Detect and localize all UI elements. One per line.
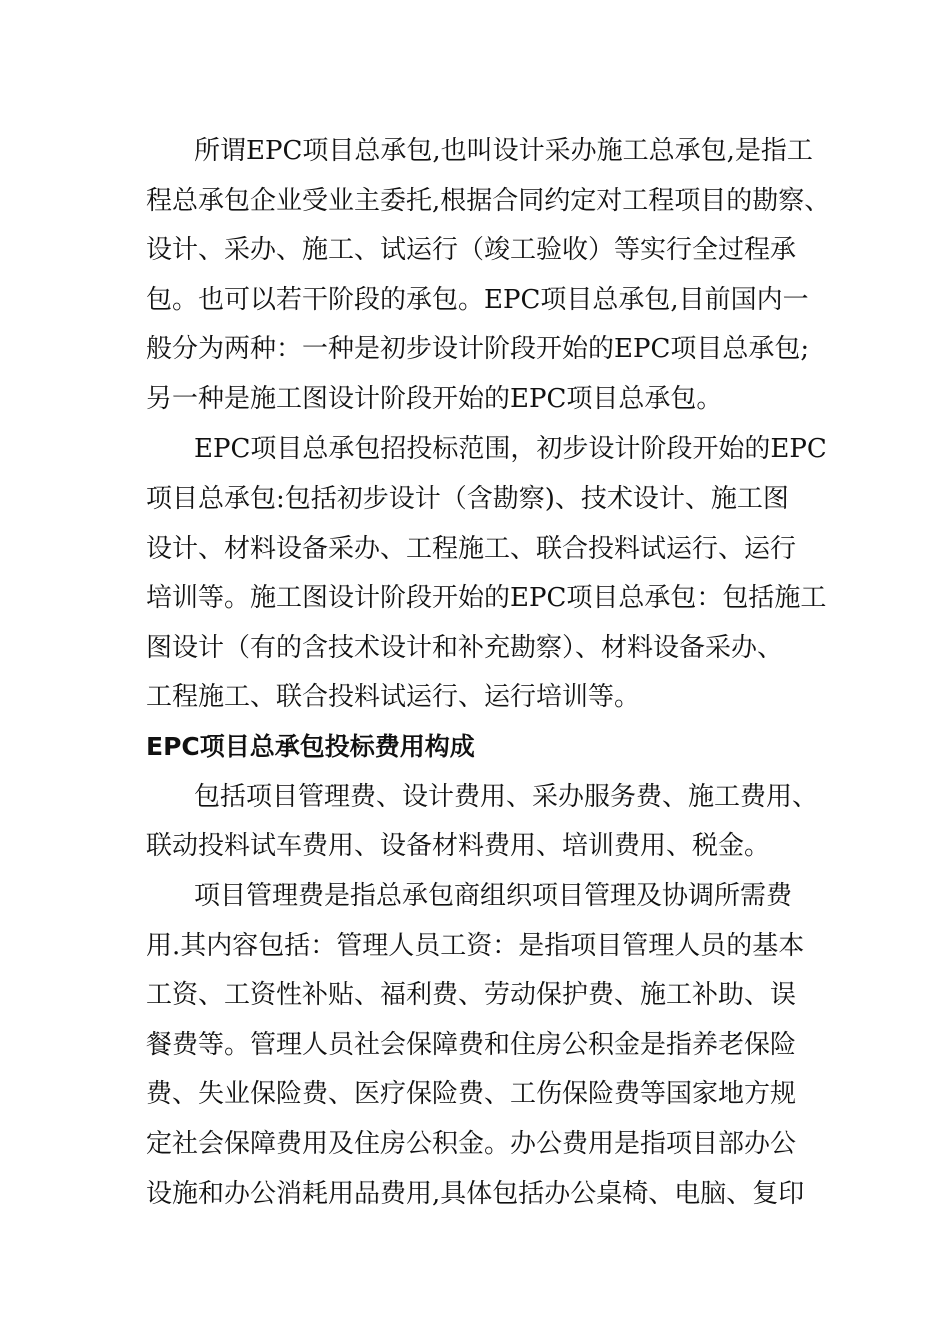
paragraph-3-line-1: 包括项目管理费、设计费用、采办服务费、施工费用、 [194,782,819,812]
paragraph-2-line-4: 培训等。施工图设计阶段开始的EPC项目总承包：包括施工 [146,583,827,613]
paragraph-3-line-2: 联动投料试车费用、设备材料费用、培训费用、税金。 [146,831,771,861]
paragraph-4-line-5: 费、失业保险费、医疗保险费、工伤保险费等国家地方规 [146,1079,797,1109]
paragraph-2-line-1: EPC项目总承包招投标范围，初步设计阶段开始的EPC [194,434,827,464]
paragraph-4-line-7: 设施和办公消耗用品费用,具体包括办公桌椅、电脑、复印 [146,1179,805,1209]
paragraph-1-line-4: 包。也可以若干阶段的承包。EPC项目总承包,目前国内一 [146,285,809,315]
paragraph-2-line-2: 项目总承包:包括初步设计（含勘察)、技术设计、施工图 [146,484,789,514]
paragraph-1-line-5: 般分为两种：一种是初步设计阶段开始的EPC项目总承包; [146,334,810,364]
paragraph-1-line-3: 设计、采办、施工、试运行（竣工验收）等实行全过程承 [146,235,797,265]
paragraph-2-line-6: 工程施工、联合投料试运行、运行培训等。 [146,682,641,712]
section-heading: EPC项目总承包投标费用构成 [146,732,475,761]
paragraph-1-line-2: 程总承包企业受业主委托,根据合同约定对工程项目的勘察、 [146,186,831,216]
paragraph-1-line-1: 所谓EPC项目总承包,也叫设计采办施工总承包,是指工 [194,136,813,166]
paragraph-4-line-6: 定社会保障费用及住房公积金。办公费用是指项目部办公 [146,1129,797,1159]
paragraph-2-line-3: 设计、材料设备采办、工程施工、联合投料试运行、运行 [146,534,797,564]
paragraph-1-line-6: 另一种是施工图设计阶段开始的EPC项目总承包。 [146,384,723,414]
paragraph-4-line-4: 餐费等。管理人员社会保障费和住房公积金是指养老保险 [146,1030,797,1060]
paragraph-4-line-2: 用.其内容包括：管理人员工资：是指项目管理人员的基本 [146,931,805,961]
paragraph-4-line-1: 项目管理费是指总承包商组织项目管理及协调所需费 [194,881,793,911]
paragraph-2-line-5: 图设计（有的含技术设计和补充勘察）、材料设备采办、 [146,633,784,663]
paragraph-4-line-3: 工资、工资性补贴、福利费、劳动保护费、施工补助、误 [146,980,797,1010]
